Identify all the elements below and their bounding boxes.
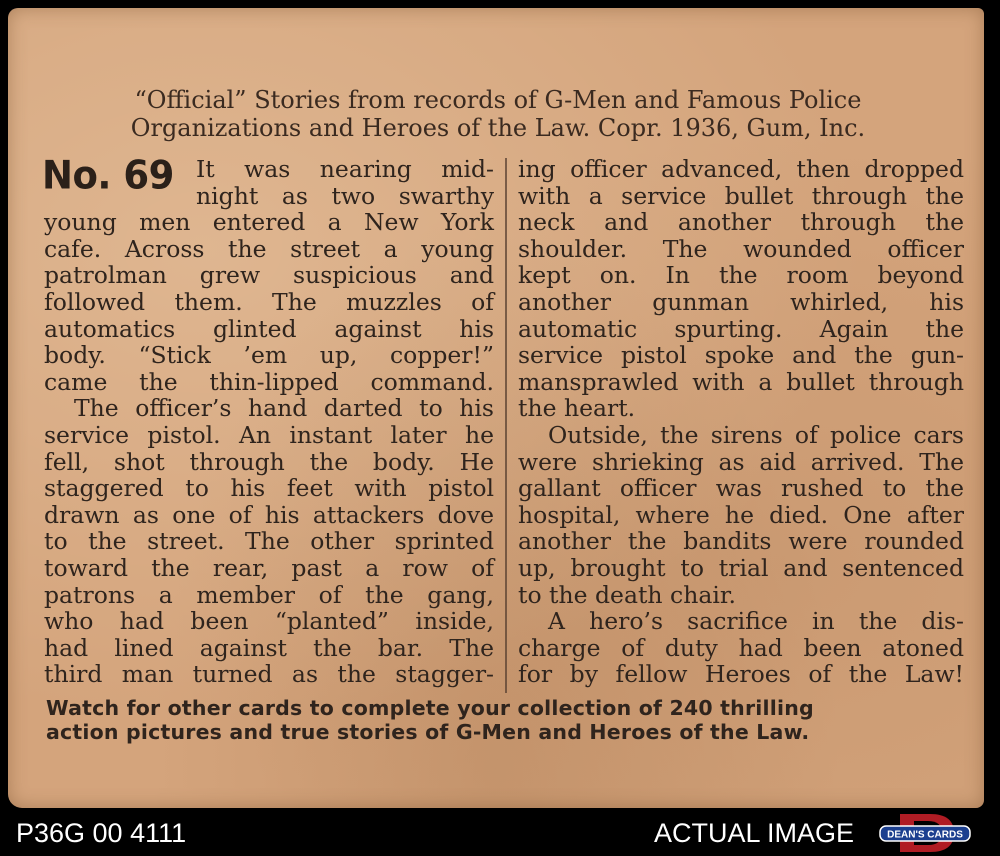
- story-line: body. “Stick ’em up, copper!”: [44, 341, 494, 370]
- story-line: charge of duty had been atoned: [518, 633, 964, 662]
- footer-line-2: action pictures and true stories of G-Men and Heroes of the Law.: [46, 720, 810, 744]
- story-line: patrons a member of the gang,: [44, 580, 494, 609]
- story-right-column: [518, 156, 964, 688]
- story-line: automatic spurting. Again the: [518, 314, 964, 343]
- story-line: It was nearing mid-: [196, 155, 494, 183]
- story-line: service pistol. An instant later he: [44, 420, 494, 449]
- story-line: shoulder. The wounded officer: [518, 234, 964, 263]
- story-line: A hero’s sacrifice in the dis-: [548, 607, 964, 636]
- story-line: another the bandits were rounded: [518, 527, 964, 556]
- header-line-2: Organizations and Heroes of the Law. Copr. 1936, Gum, Inc.: [130, 114, 866, 142]
- story-line: Outside, the sirens of police cars: [548, 420, 964, 449]
- actual-image-label: ACTUAL IMAGE: [654, 818, 855, 848]
- story-line: ing officer advanced, then dropped: [518, 155, 964, 183]
- story-line: The officer’s hand darted to his: [74, 394, 494, 423]
- logo-text: DEAN'S CARDS: [887, 829, 963, 841]
- header-line-1: “Official” Stories from records of G-Men and Famous Police: [134, 86, 862, 114]
- story-line: came the thin-lipped command.: [44, 367, 494, 396]
- story-line: the heart.: [518, 394, 636, 423]
- story-line: automatics glinted against his: [44, 314, 494, 343]
- story-line: to the death chair.: [518, 580, 736, 609]
- story-line: mansprawled with a bullet through: [518, 367, 964, 396]
- story-line: fell, shot through the body. He: [44, 447, 494, 476]
- story-line: who had been “planted” inside,: [44, 607, 494, 636]
- story-line: young men entered a New York: [44, 208, 494, 237]
- footer-line-1: Watch for other cards to complete your collection of 240 thrilling: [46, 696, 814, 720]
- story-line: service pistol spoke and the gun-: [518, 341, 964, 370]
- story-line: were shrieking as aid arrived. The: [518, 447, 964, 476]
- story-line: for by fellow Heroes of the Law!: [518, 660, 964, 689]
- story-line: up, brought to trial and sentenced: [518, 553, 964, 582]
- story-line: gallant officer was rushed to the: [518, 474, 964, 503]
- story-line: kept on. In the room beyond: [518, 261, 964, 290]
- story-line: had lined against the bar. The: [44, 633, 494, 662]
- column-divider: [505, 158, 507, 693]
- story-left-column: [44, 156, 494, 688]
- story-line: to the street. The other sprinted: [44, 527, 494, 556]
- card-number: No. 69: [42, 152, 174, 199]
- bottom-bar: [0, 810, 1000, 856]
- story-line: another gunman whirled, his: [518, 287, 964, 316]
- card-back: [8, 8, 984, 808]
- card-footer: [46, 696, 966, 744]
- cert-number: P36G 00 4111: [16, 818, 187, 848]
- story-line: staggered to his feet with pistol: [44, 474, 494, 503]
- story-line: cafe. Across the street a young: [44, 234, 494, 263]
- story-line: drawn as one of his attackers dove: [44, 500, 494, 529]
- story-line: night as two swarthy: [196, 181, 494, 210]
- story-line: hospital, where he died. One after: [518, 500, 964, 529]
- story-line: neck and another through the: [518, 208, 964, 237]
- story-line: toward the rear, past a row of: [44, 553, 494, 582]
- story-line: patrolman grew suspicious and: [44, 261, 494, 290]
- story-line: followed them. The muzzles of: [44, 287, 494, 316]
- story-line: third man turned as the stagger-: [44, 660, 494, 689]
- deans-cards-logo-icon: [878, 812, 972, 854]
- story-line: with a service bullet through the: [518, 181, 964, 210]
- card-header: [48, 86, 948, 142]
